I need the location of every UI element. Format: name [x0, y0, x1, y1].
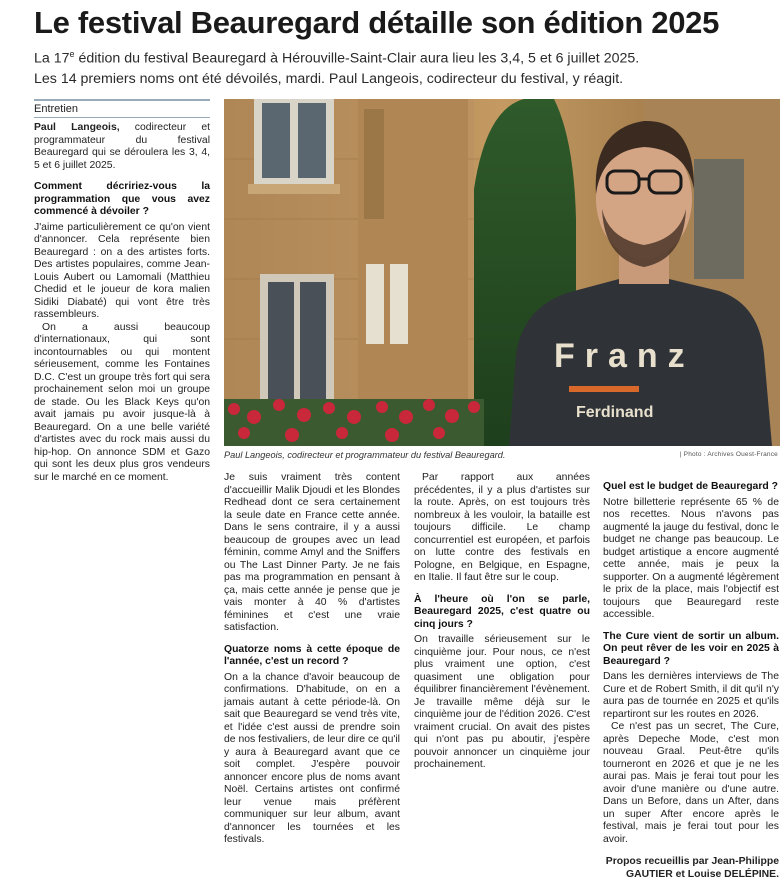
- answer-2-paragraph-1: On a la chance d'avoir beaucoup de confirmations. D'habitude, on en a jamais autant à cette période-là. On sait que Beauregard se vend très vite, et l'idée c'est aussi de prendre soin de nos festivaliers, de leur dire ce qu'il y aura à Beauregard avant que ce soit complet. J'espère pouvoir annoncer encore plus de noms avant Noël. Certains artistes ont confirmé leur venue mais préfèrent communiquer sur leur album, avant d'annoncer les tournées et les festivals.: [224, 671, 400, 845]
- lead-line-2: Les 14 premiers noms ont été dévoilés, mardi. Paul Langeois, codirecteur du festival, y réagit.: [34, 70, 624, 87]
- lead-line-1-start: La 17: [34, 50, 70, 67]
- answer-4-paragraph-1: Notre billetterie représente 65 % de nos recettes. Nous n'avons pas augmenté la jauge du festival, donc le budget ne change pas beaucoup. Le budget artistique a encore augmenté cette année, mais je peux la supporter. On a augmenté légèrement le prix de la place, mais l'objectif est toujours que Beauregard reste accessible.: [603, 496, 779, 620]
- lead-line-1: [34, 44, 774, 69]
- answer-5-paragraph-1: Dans les dernières interviews de The Cure et de Robert Smith, il dit qu'il n'y aura pas de tournée en 2025 et qu'ils repartiront sur les routes en 2026.: [603, 671, 779, 720]
- answer-1-paragraph-2: On a aussi beaucoup d'internationaux, qui sont incontournables ou qui montent sérieusement, comme les Fontaines D.C. C'est un groupe très fort qui sera prochainement selon moi un groupe de stade. Ou les Black Keys qu'on avait jamais pu avoir jusque-là à Beauregard. On a une belle variété d'artistes avec du rock mais aussi du hip-hop. On annonce SDM et Gazo qui sont les deux plus gros vendeurs sur le marché en ce moment.: [34, 321, 210, 483]
- lead-ordinal: e: [69, 49, 75, 59]
- article-lead: [34, 44, 774, 89]
- question-1: Comment décririez-vous la programmation que vous avez commencé à dévoiler ?: [34, 181, 210, 217]
- byline-and: et Louise: [672, 868, 725, 880]
- question-5: The Cure vient de sortir un album. On peut rêver de les voir en 2025 à Beauregard ?: [603, 630, 779, 667]
- question-3: À l'heure où l'on se parle, Beauregard 2025, c'est quatre ou cinq jours ?: [414, 593, 590, 630]
- question-2: Quatorze noms à cette époque de l'année, c'est un record ?: [224, 643, 400, 667]
- portrait-illustration: [224, 99, 780, 446]
- byline-end: .: [776, 868, 779, 880]
- byline-author-1: GAUTIER: [625, 868, 673, 880]
- byline-intro: Propos recueillis par Jean-Philippe: [605, 856, 779, 867]
- intro-text: codirecteur et programmateur du festival Beauregard qui se déroulera les 3, 4, 5 et 6 juillet 2025.: [34, 122, 211, 171]
- column-1: [34, 99, 210, 484]
- byline: [603, 856, 779, 881]
- lead-line-1-end: édition du festival Beauregard à Hérouville-Saint-Clair aura lieu les 3,4, 5 et 6 juillet 2025.: [74, 50, 640, 67]
- article-title: Le festival Beauregard détaille son édition 2025: [34, 5, 720, 40]
- column-2: [224, 472, 400, 847]
- tshirt-word-1: Franz: [554, 337, 695, 375]
- column-3: [414, 472, 590, 772]
- section-tag: Entretien: [34, 99, 210, 118]
- intro-name: Paul Langeois,: [34, 122, 120, 133]
- answer-1-paragraph-1: J'aime particulièrement ce qu'on vient d'annoncer. Cela représente bien Beauregard : on a des artistes forts. Des artistes populaires, comme Jean-Louis Aubert ou Lamomali (Matthieu Chedid et le joueur de kora malien Sidiki Diabaté) qui vont être très rassembleurs.: [34, 221, 210, 320]
- question-4: Quel est le budget de Beauregard ?: [603, 481, 778, 492]
- answer-3-paragraph-1: On travaille sérieusement sur le cinquième jour. Pour nous, ce n'est plus vraiment une option, c'est quasiment une obligation pour équilibrer financièrement l'évènement. Je travaille même déjà sur le cinquième jour de l'édition 2026. C'est vraiment crucial. On avait des pistes qui n'ont pas pu aboutir, j'espère pouvoir annoncer un cinquième jour prochainement.: [414, 634, 590, 770]
- tshirt-word-2: Ferdinand: [576, 404, 654, 421]
- photo-caption: Paul Langeois, codirecteur et programmateur du festival Beauregard.: [224, 450, 506, 460]
- intro: [34, 122, 210, 172]
- answer-5-paragraph-2: Ce n'est pas un secret, The Cure, après Depeche Mode, c'est mon nouveau Graal. Peut-être qu'ils tourneront en 2026 et que je ne les aurai pas. Mais je ferai tout pour les avoir d'une manière ou d'une autre. Dans un Before, dans un After, dans un super After encore après le festival, mais je ferai tout pour les avoir.: [603, 721, 779, 845]
- answer-2-paragraph-2: Par rapport aux années précédentes, il y a plus d'artistes sur la route. Après, on est toujours très nombreux à les vouloir, la bataille est toujours difficile. Le champ concurrentiel est européen, et parfois on lutte contre des festivals en Pologne, en Belgique, en Espagne, en Italie. Il faut être sur le coup.: [414, 472, 590, 583]
- byline-author-2: DELÉPINE: [724, 868, 777, 880]
- portrait-photo: [224, 99, 780, 446]
- column-4: [603, 472, 779, 881]
- answer-1-paragraph-3: Je suis vraiment très content d'accueillir Malik Djoudi et les Blondes Redhead dont ce sera certainement la seule date en France cette année. Dans le sens contraire, il y a aussi beaucoup de groupes avec un lead féminin, comme Amyl and the Sniffers ou The Last Dinner Party. Je ne fais pas ma programmation en pensant à ça, mais cette année je pense que je vais monter à 40 % d'artistes féminines et c'est une vraie satisfaction.: [224, 472, 400, 633]
- photo-credit: | Photo : Archives Ouest-France: [679, 451, 778, 458]
